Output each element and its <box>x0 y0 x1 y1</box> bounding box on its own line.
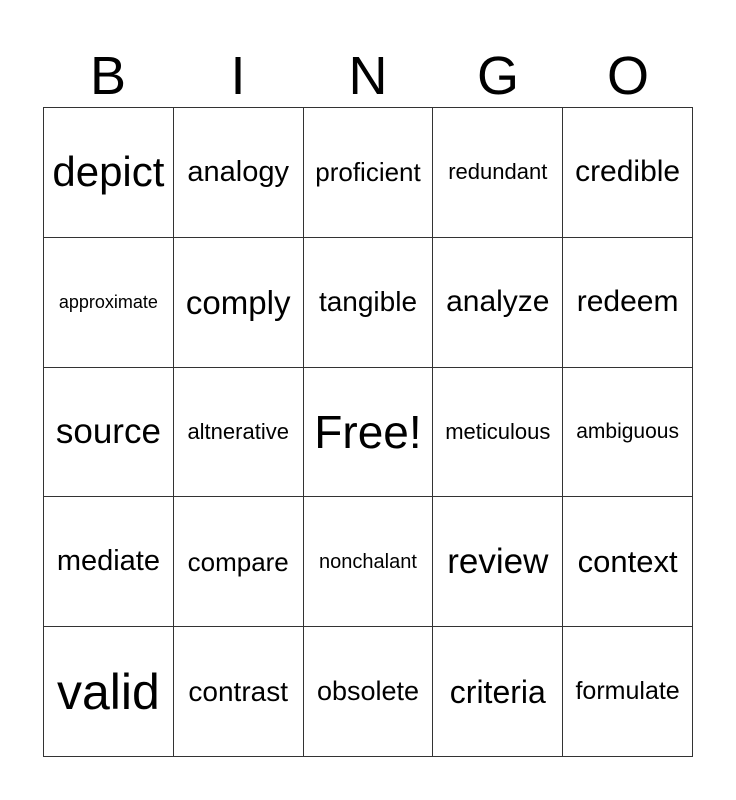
bingo-cell: obsolete <box>304 627 434 757</box>
bingo-cell: proficient <box>304 108 434 238</box>
bingo-card <box>43 107 693 757</box>
header-letter-o: O <box>606 46 649 106</box>
bingo-cell: meticulous <box>433 368 563 498</box>
header-letter-n: N <box>348 46 388 106</box>
header-letter-i: I <box>230 46 246 106</box>
bingo-cell: contrast <box>174 627 304 757</box>
header-letter-g: G <box>476 46 519 106</box>
bingo-cell: altnerative <box>174 368 304 498</box>
bingo-cell: redundant <box>433 108 563 238</box>
bingo-cell: nonchalant <box>304 497 434 627</box>
bingo-cell: compare <box>174 497 304 627</box>
bingo-cell: tangible <box>304 238 434 368</box>
bingo-cell: review <box>433 497 563 627</box>
bingo-cell: approximate <box>44 238 174 368</box>
bingo-cell: criteria <box>433 627 563 757</box>
bingo-cell: redeem <box>563 238 693 368</box>
bingo-cell: mediate <box>44 497 174 627</box>
bingo-cell: ambiguous <box>563 368 693 498</box>
bingo-cell: formulate <box>563 627 693 757</box>
header-letter-b: B <box>89 46 127 106</box>
bingo-cell: analyze <box>433 238 563 368</box>
bingo-cell: context <box>563 497 693 627</box>
bingo-header <box>43 44 693 108</box>
bingo-cell: analogy <box>174 108 304 238</box>
bingo-cell: depict <box>44 108 174 238</box>
bingo-cell: comply <box>174 238 304 368</box>
bingo-cell: valid <box>44 627 174 757</box>
bingo-cell: credible <box>563 108 693 238</box>
free-space-cell: Free! <box>304 368 434 498</box>
bingo-cell: source <box>44 368 174 498</box>
